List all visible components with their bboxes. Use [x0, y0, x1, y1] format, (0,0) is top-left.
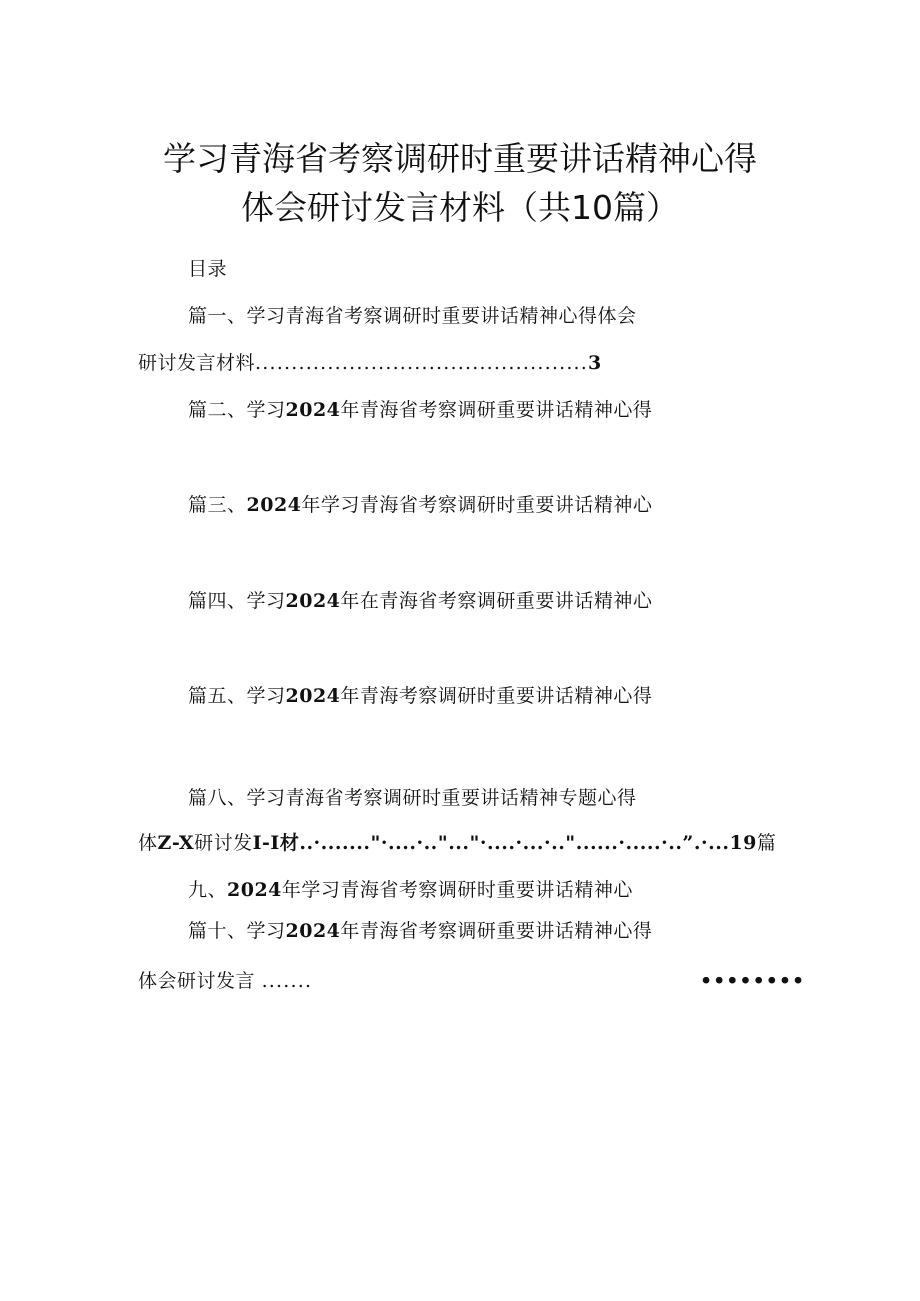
- toc-item-3-suffix: 年学习青海省考察调研时重要讲话精神心: [301, 494, 653, 516]
- toc-item-10-leader: .......: [261, 970, 313, 992]
- toc-item-10-line2[interactable]: [138, 968, 312, 994]
- toc-item-10-suffix: 年青海省考察调研重要讲话精神心得: [340, 920, 653, 942]
- toc-item-8-part-b: Z-X: [157, 832, 195, 854]
- toc-item-2[interactable]: [188, 397, 652, 423]
- toc-item-10-year: 2024: [285, 920, 341, 942]
- toc-item-8-line1[interactable]: 篇八、学习青海省考察调研时重要讲话精神专题心得: [188, 787, 637, 809]
- toc-item-8-part-d: I-I: [252, 832, 280, 854]
- toc-item-1-leader: ..............................................: [255, 352, 589, 374]
- toc-item-1-line2[interactable]: [138, 350, 778, 376]
- toc-item-9-suffix: 年学习青海省考察调研时重要讲话精神心: [281, 879, 633, 901]
- toc-item-1-page: 3: [588, 352, 602, 374]
- toc-label: 目录: [188, 258, 228, 280]
- toc-item-2-year: 2024: [285, 399, 341, 421]
- toc-item-5-suffix: 年青海考察调研时重要讲话精神心得: [340, 685, 653, 707]
- toc-item-8-line2[interactable]: [138, 830, 776, 856]
- toc-item-1-text: 研讨发言材料: [138, 352, 256, 374]
- toc-item-8-part-c: 研讨发: [194, 832, 253, 854]
- toc-item-8-part-a: 体: [138, 832, 158, 854]
- document-title-line1: 学习青海省考察调研时重要讲话精神心得: [163, 139, 757, 178]
- toc-item-4-prefix: 篇四、学习: [188, 590, 286, 612]
- toc-item-9-prefix: 九、: [188, 879, 228, 901]
- toc-item-3[interactable]: [188, 492, 652, 518]
- toc-item-4-suffix: 年在青海省考察调研重要讲话精神心: [340, 590, 653, 612]
- toc-item-8-leader: 材..·......."·....·.."..."·....·...·.."......·.....·..”.·...: [279, 832, 730, 854]
- toc-item-1-line1[interactable]: 篇一、学习青海省考察调研时重要讲话精神心得体会: [188, 305, 637, 327]
- toc-item-5-year: 2024: [285, 685, 341, 707]
- toc-item-9-year: 2024: [227, 879, 282, 901]
- toc-item-5-prefix: 篇五、学习: [188, 685, 286, 707]
- toc-item-10-line1[interactable]: [188, 918, 652, 944]
- toc-item-10-prefix: 篇十、学习: [188, 920, 286, 942]
- toc-item-4-year: 2024: [285, 590, 341, 612]
- toc-item-4[interactable]: [188, 588, 652, 614]
- toc-item-9[interactable]: [188, 877, 633, 903]
- toc-item-10-dots: ••••••••: [700, 970, 806, 992]
- toc-item-8-page: 19: [729, 832, 757, 854]
- toc-item-8-part-f: 篇: [756, 832, 777, 854]
- toc-item-2-prefix: 篇二、学习: [188, 399, 286, 421]
- toc-item-10-text: 体会研讨发言: [138, 970, 256, 992]
- toc-item-5[interactable]: [188, 683, 652, 709]
- toc-item-3-year: 2024: [246, 494, 302, 516]
- toc-item-3-prefix: 篇三、: [188, 494, 247, 516]
- toc-item-2-suffix: 年青海省考察调研重要讲话精神心得: [340, 399, 653, 421]
- document-title-line2: 体会研讨发言材料（共10篇）: [241, 188, 679, 227]
